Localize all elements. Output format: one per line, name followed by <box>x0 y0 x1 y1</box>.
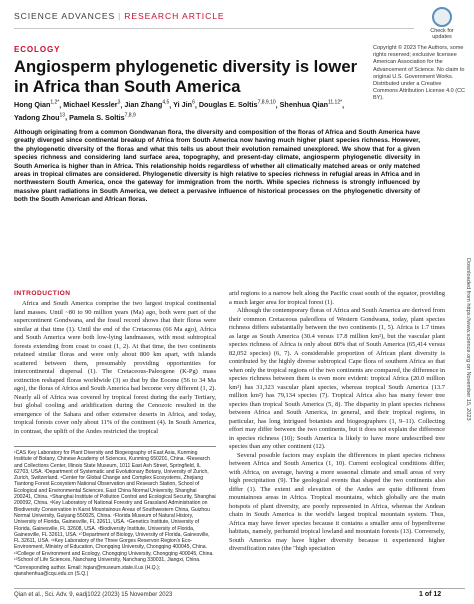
author-list: Hong Qian$^{1,2*}$, Michael Kessler$^3$, Jian Zhang$^{4,5}$, Yi Jin$^6$, Douglas E. Soltis$^{7,8,9,10}$, Shenhua Qian$^{11,12*}$, Yadong Zhou$^{13}$, Pamela S. Soltis$^{7,8,9}$ <box>14 100 345 122</box>
body-column-left <box>14 300 216 436</box>
author[interactable]: Yi Jin$^6$ <box>173 100 195 110</box>
footer-citation: Qian et al., Sci. Adv. 9, eadj1022 (2023) 15 November 2023 <box>14 592 173 598</box>
footer-rule <box>14 588 465 589</box>
author[interactable]: Yadong Zhou$^{13}$ <box>14 112 66 122</box>
check-updates-label-1: Check for <box>430 28 454 34</box>
journal-masthead <box>14 11 225 21</box>
author[interactable]: Douglas E. Soltis$^{7,8,9,10}$ <box>198 100 276 110</box>
masthead-separator: | <box>118 11 122 21</box>
affiliations: ¹CAS Key Laboratory for Plant Diversity and Biogeography of East Asia, Kunming Institute of Botany, Chinese Academy of Sciences, Kunming 650201, China. ²Research and Collections Center, Illinois State Museum, 1011 East Ash Street, Springfield, IL 62703, USA. ³Department of Systematic and Evolutionary Botany, University of Zurich, Zurich, Switzerland. ⁴Center for Global Change and Complex Ecosystems, Zhejiang Tiantong Forest Ecosystem National Observation and Research Station, School of Ecological and Environmental Sciences, East China Normal University, Shanghai 200241, China. ⁵Shanghai Institute of Pollution Control and Ecological Security, Shanghai 200092, China. ⁶Key Laboratory of National Forestry and Grassland Administration on Biodiversity Conservation in Karst Mountainous Areas of Southwestern China, Guizhou Normal University, Guiyang 550025, China. ⁷Florida Museum of Natural History, University of Florida, Gainesville, FL 32611, USA. ⁸Genetics Institute, University of Florida, Gainesville, FL 32608, USA. ⁹Biodiversity Institute, University of Florida, Gainesville, FL 32611, USA. ¹⁰Department of Biology, University of Florida, Gainesville, FL 32611, USA. ¹¹Key Laboratory of the Three Gorges Reservoir Region's Eco-Environment, Ministry of Education, Chongqing University, Chongqing 400045, China. ¹²College of Environment and Ecology, Chongqing University, Chongqing 400045, China. ¹³School of Life Sciences, Nanchang University, Nanchang 330031, Jiangxi, China. <box>14 450 216 564</box>
author[interactable]: Shenhua Qian$^{11,12*}$ <box>279 100 343 110</box>
article-type: RESEARCH ARTICLE <box>124 11 225 21</box>
body-column-right <box>229 290 445 554</box>
download-note-text: Downloaded from https://www.science.org on November 15, 2023 <box>465 258 471 421</box>
intro-paragraph: Africa and South America comprise the two largest tropical continental land masses. Until ~80 to 90 million years (Ma) ago, both were part of the supercontinent Gondwana, and the fossil record shows that their floras were similar at that time (1). Until the end of the Cretaceous (66 Ma ago), Africa and South America were both low-lying landmasses, with most subtropical forests extending from coast to coast (1, 2). At that time, the two continents retained similar floras and were only about 800 km apart, with islands scattered between them, presumably providing opportunities for intercontinental dispersal (1). The Cretaceous-Paleogene (K-Pg) mass extinction reshaped floras worldwide (3) so that by the Eocene (56 to 34 Ma ago), the floras of Africa and South America had become very different (1, 2). Nearly all of Africa was covered by tropical forest during the early Tertiary, but global cooling and aridification during the Cenozoic resulted in the emergence of the Sahara and other extensive deserts in Africa, and today, tropical forests cover only about 11% of the continent (4). In South America, in contrast, the uplift of the Andes restricted the tropical <box>14 300 216 435</box>
body-paragraph: Several possible factors may explain the differences in plant species richness between Africa and South America (1, 10). Current ecological conditions differ, with Africa, on average, having a more seasonal climate and small areas of very high precipitation (9). The geological events that shaped the two continents also differ (1). The extent and elevation of the Andes are quite different from mountainous areas in Africa. Tropical mountains, which globally are the main hotspots of plant diversity, are poorly represented in Africa, whereas the Andean chain in South America is the world's largest tropical mountain system. Thus, Africa may have fewer species because it contains a smaller area of hyperdiverse habitats, namely, perhumid tropical lowland and mountain forests (13). Conversely, South America may have higher diversity because it experienced higher diversification rates (the "high speciation <box>229 451 445 552</box>
author[interactable]: Pamela S. Soltis$^{7,8,9}$ <box>69 112 136 122</box>
body-paragraph: arid regions to a narrow belt along the Pacific coast south of the equator, providing a much larger area for tropical forest (1). <box>229 290 445 306</box>
author[interactable]: Hong Qian$^{1,2*}$ <box>14 100 60 110</box>
corresponding-author: *Corresponding author. Email: hqian@museum.state.il.us (H.Q.); qianshenhua@cqu.edu.cn (S.Q.) <box>14 564 161 578</box>
footnotes <box>14 450 216 579</box>
page-number: 1 of 12 <box>419 591 442 598</box>
check-updates-label-2: updates <box>432 34 452 40</box>
author[interactable]: Jian Zhang$^{4,5}$ <box>124 100 170 110</box>
journal-name: SCIENCE ADVANCES <box>14 11 116 21</box>
article-title: Angiosperm phylogenetic diversity is lower in Africa than South America <box>14 57 358 96</box>
masthead-rule <box>14 28 414 29</box>
check-for-updates-badge[interactable] <box>421 5 463 47</box>
body-paragraph: Although the contemporary floras of Africa and South America are derived from their common Cretaceous paleoflora of Western Gondwana, today, plant species richness differs substantially between the two continents (1, 5). Africa is 1.7 times as large as South America (30.4 versus 17.8 million km²), but the vascular plant species richness of Africa is only about 80% that of South America (65,414 versus 82,052 species) (6, 7). A considerable proportion of African plant diversity is contributed by the highly diverse subtropical Cape flora of southern Africa so that when only the tropical regions of the two continents are compared, the difference in species richness between them is even more evident: tropical Africa (20.0 million km²) has 31,323 vascular plant species, whereas tropical South America (13.7 million km²) has 79,134 species (7). Tropical Africa also has many fewer tree species than tropical South America (5, 8). The disparity in plant species richness between Africa and South America, in general, and their tropical regions, in particular, has long intrigued botanists and biogeographers (1, 9–11). Collecting effort may differ between the two continents, but it does not explain the difference in species richness (10); South America is likely to have more undescribed tree species than any other continent (12). <box>229 307 445 450</box>
abstract: Although originating from a common Gondwanan flora, the diversity and composition of the floras of Africa and South America have greatly diverged since continental breakup of Africa from South America now having much higher plant species richness. However, the phylogenetic diversity of the floras and what this tells us about their evolution remained unexplored. We show that for a given species richness and considering land surface area, topography, and present-day climate, angiosperm phylogenetic diversity in South America is higher than in Africa. This relationship holds regardless of whether all climatically matched areas or only matched areas in tropical climates are considered. Phylogenetic diversity is high relative to species richness in refugial areas in Africa and in northwestern South America, once the gateway for immigration from the north. While species richness is strongly influenced by massive plant radiations in South America, we detect a pervasive influence of historical processes on the phylogenetic diversity of both the South American and African floras. <box>14 129 420 204</box>
download-side-note[interactable] <box>463 258 473 588</box>
footnote-rule <box>14 446 216 447</box>
section-label: ECOLOGY <box>14 45 61 54</box>
section-heading-introduction: INTRODUCTION <box>14 290 71 297</box>
author[interactable]: Michael Kessler$^3$ <box>63 100 121 110</box>
copyright-notice: Copyright © 2023 The Authors, some rights reserved; exclusive licensee American Association for the Advancement of Science. No claim to original U.S. Government Works. Distributed under a Creative Commons Attribution License 4.0 (CC BY). <box>373 45 466 102</box>
check-updates-icon <box>432 7 452 27</box>
